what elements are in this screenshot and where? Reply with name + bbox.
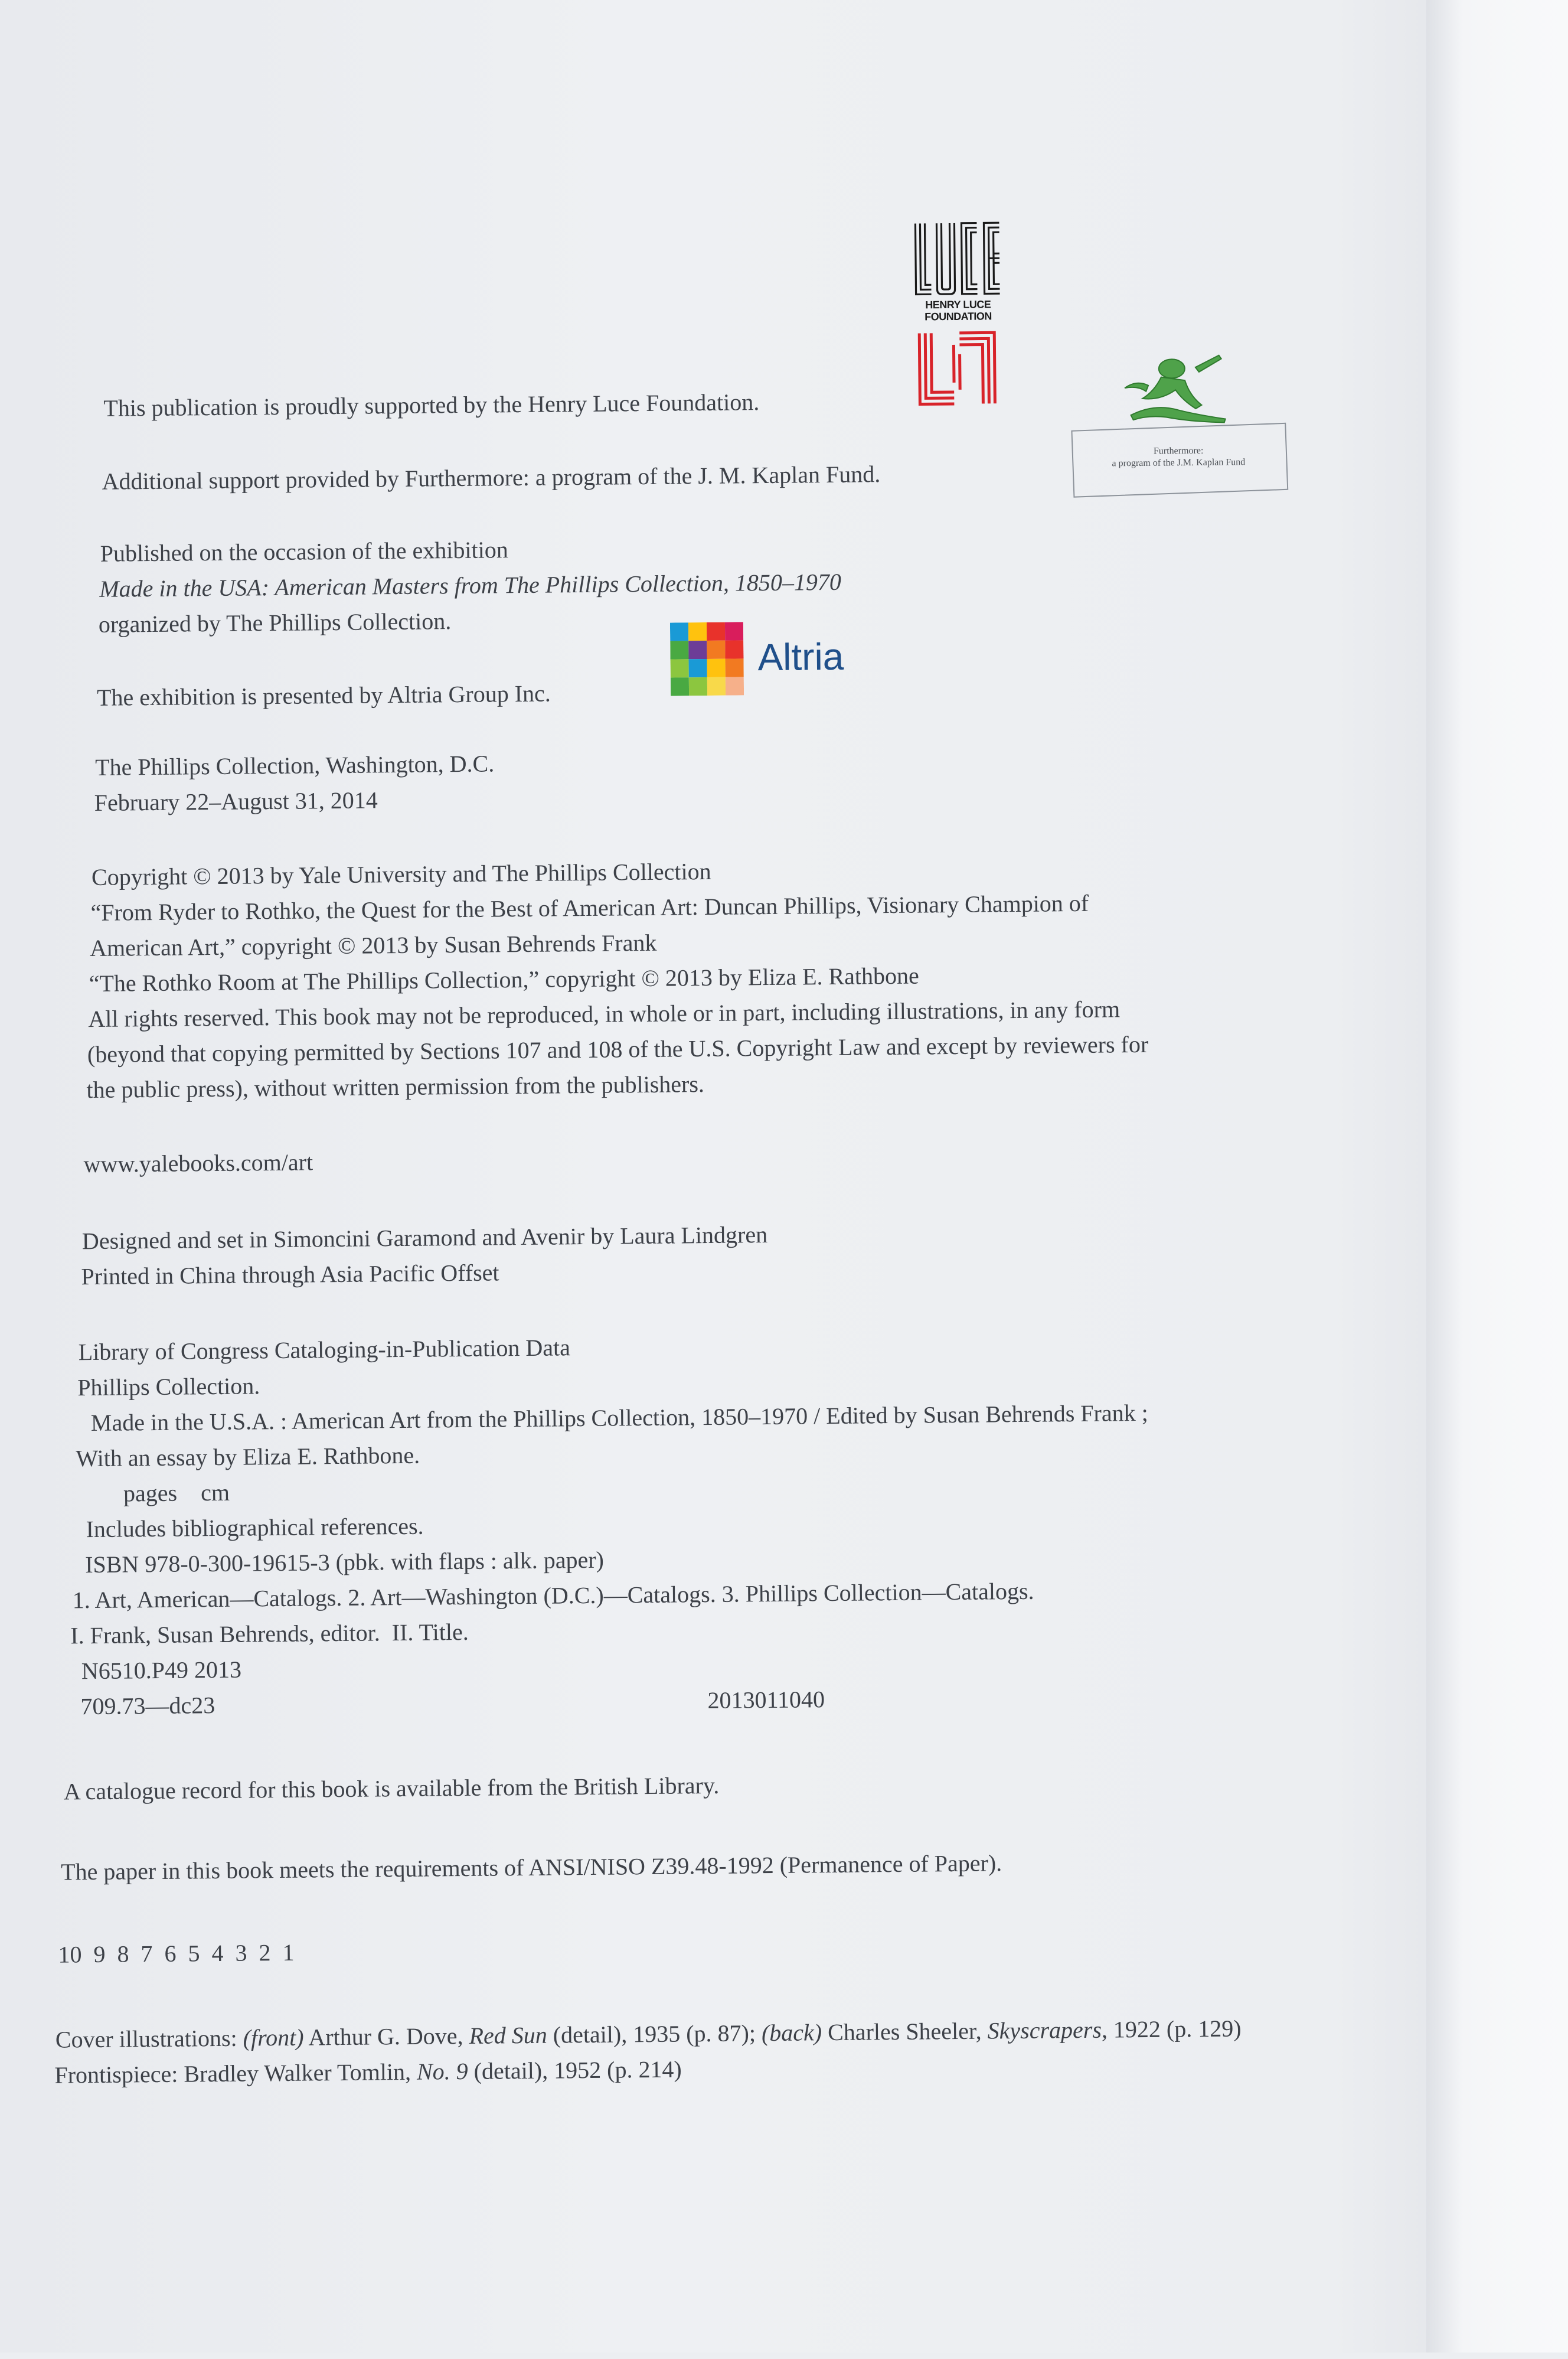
furthermore-logo <box>1071 342 1291 510</box>
copyright-line-1: Copyright © 2013 by Yale University and The Phillips Collection <box>91 857 711 891</box>
exhibition-organizer-line: organized by The Phillips Collection. <box>98 608 452 638</box>
frontispiece-line <box>54 2055 682 2089</box>
frontispiece-title: No. 9 <box>416 2057 468 2085</box>
luce-wordmark-icon <box>913 220 1002 298</box>
exhibition-title: Made in the USA: American Masters from The Phillips Collection, 1850–1970 <box>99 568 842 602</box>
luce-caption <box>914 298 1002 322</box>
front-label: (front) <box>243 2024 304 2051</box>
frontispiece-detail: (detail), 1952 (p. 214) <box>468 2055 682 2084</box>
furthermore-line2: a program of the J.M. Kaplan Fund <box>1112 457 1246 469</box>
copyright-line-5: All rights reserved. This book may not be reproduced, in whole or in part, including illustrations, in any form <box>88 996 1121 1033</box>
cover-illustrations-line <box>55 2017 1242 2051</box>
printing-credit-line: Printed in China through Asia Pacific Offset <box>81 1259 499 1290</box>
cip-line-1: Phillips Collection. <box>77 1372 260 1401</box>
altria-wordmark: Altria <box>757 635 844 679</box>
cip-subjects: 1. Art, American—Catalogs. 2. Art—Washington (D.C.)—Catalogs. 3. Phillips Collection—Catalogs. <box>72 1577 1034 1614</box>
luce-caption-line2: FOUNDATION <box>925 310 992 323</box>
cip-dewey: 709.73—dc23 <box>80 1692 215 1720</box>
front-title: Red Sun <box>469 2021 547 2049</box>
exhibition-presenter-line: The exhibition is presented by Altria Group Inc. <box>96 680 551 711</box>
cip-line-4: pages cm <box>123 1479 230 1507</box>
cip-line-5: Includes bibliographical references. <box>86 1512 424 1543</box>
luce-support-line: This publication is proudly supported by the Henry Luce Foundation. <box>103 389 760 422</box>
cip-heading: Library of Congress Cataloging-in-Publication Data <box>78 1334 571 1366</box>
copyright-line-6: (beyond that copying permitted by Sections 107 and 108 of the U.S. Copyright Law and except by reviewers for <box>87 1030 1149 1068</box>
frontispiece-label: Frontispiece: Bradley Walker Tomlin, <box>54 2058 417 2089</box>
exhibition-occasion-line: Published on the occasion of the exhibition <box>100 536 508 567</box>
furthermore-support-line: Additional support provided by Furthermore: a program of the J. M. Kaplan Fund. <box>102 461 881 495</box>
cip-line-2: Made in the U.S.A. : American Art from the Phillips Collection, 1850–1970 / Edited by Susan Behrends Frank ; <box>90 1399 1148 1437</box>
cip-lccn: 2013011040 <box>707 1686 825 1714</box>
henry-luce-foundation-logo <box>913 220 1003 410</box>
front-detail: (detail), 1935 (p. 87); <box>547 2019 762 2048</box>
cip-line-3: With an essay by Eliza E. Rathbone. <box>76 1441 420 1472</box>
back-title: Skyscrapers <box>987 2016 1102 2044</box>
design-credit-line: Designed and set in Simoncini Garamond and Avenir by Laura Lindgren <box>81 1221 768 1255</box>
furthermore-figure-icon <box>1106 343 1243 433</box>
exhibition-venue: The Phillips Collection, Washington, D.C. <box>95 750 495 781</box>
copyright-line-4: “The Rothko Room at The Phillips Collection,” copyright © 2013 by Eliza E. Rathbone <box>89 962 920 997</box>
cover-label: Cover illustrations: <box>55 2024 243 2053</box>
paper-statement: The paper in this book meets the requirements of ANSI/NISO Z39.48-1992 (Permanence of Paper). <box>60 1849 1002 1885</box>
furthermore-line1: Furthermore: <box>1153 445 1204 456</box>
cip-isbn: ISBN 978-0-300-19615-3 (pbk. with flaps : alk. paper) <box>84 1546 605 1578</box>
printing-number-line: 10 9 8 7 6 5 4 3 2 1 <box>58 1939 295 1968</box>
copyright-line-2: “From Ryder to Rothko, the Quest for the Best of American Art: Duncan Phillips, Visionary Champion of <box>90 889 1089 926</box>
back-detail: , 1922 (p. 129) <box>1101 2015 1242 2043</box>
british-library-statement: A catalogue record for this book is available from the British Library. <box>63 1771 720 1805</box>
publisher-website: www.yalebooks.com/art <box>83 1148 313 1178</box>
back-artist: Charles Sheeler, <box>821 2017 988 2046</box>
front-artist: Arthur G. Dove, <box>303 2022 469 2051</box>
luce-caption-line1: HENRY LUCE <box>925 298 991 311</box>
furthermore-text <box>1072 445 1285 470</box>
copyright-line-7: the public press), without written permission from the publishers. <box>86 1071 705 1104</box>
exhibition-dates: February 22–August 31, 2014 <box>94 787 378 816</box>
altria-mosaic-icon <box>670 622 744 696</box>
luce-red-mark-icon <box>917 330 997 406</box>
copyright-line-3: American Art,” copyright © 2013 by Susan Behrends Frank <box>89 929 657 962</box>
back-label: (back) <box>761 2019 822 2047</box>
cip-added-entries: I. Frank, Susan Behrends, editor. II. Title. <box>70 1618 469 1649</box>
cip-call-number: N6510.P49 2013 <box>81 1656 242 1685</box>
